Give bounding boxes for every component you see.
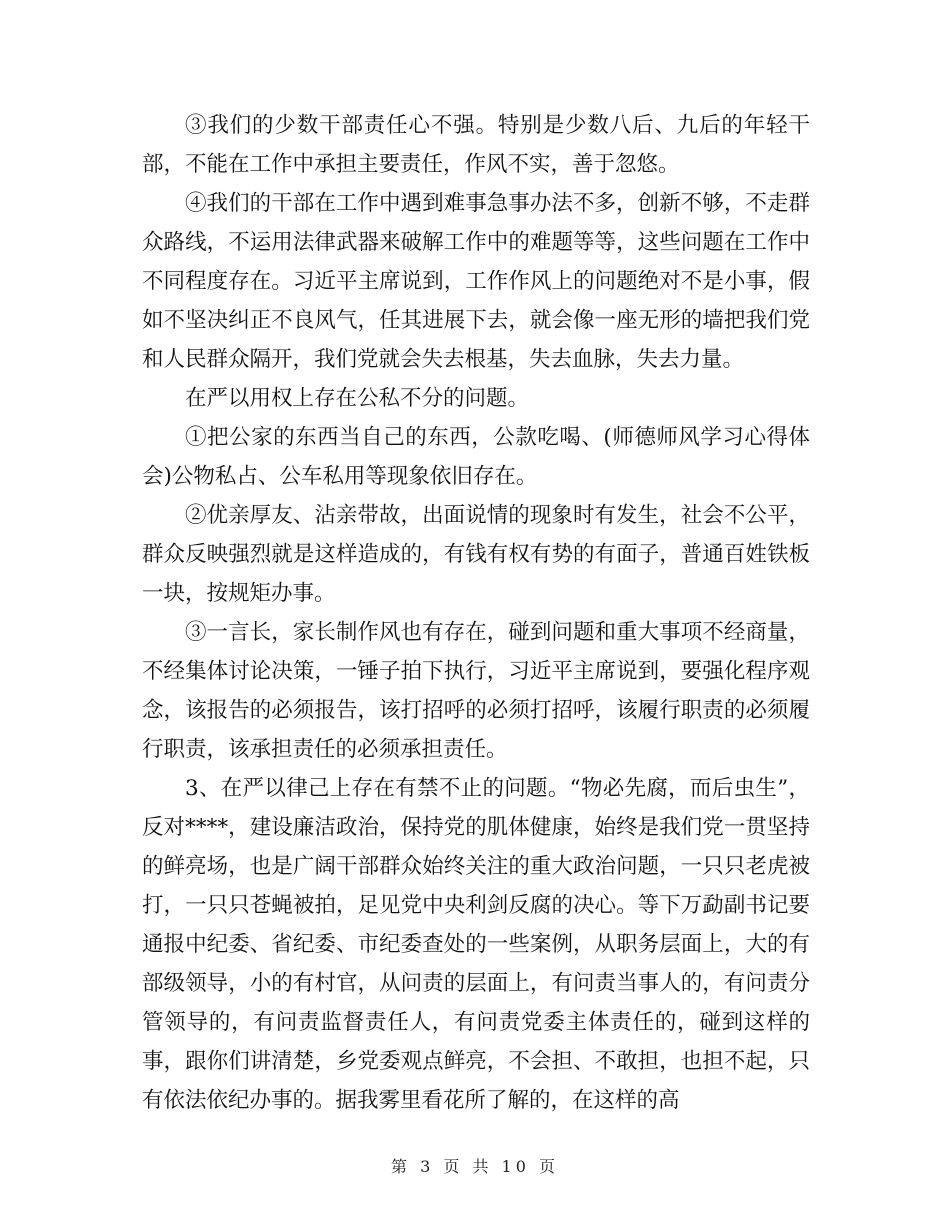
paragraph: 3、在严以律己上存在有禁不止的问题。“物必先腐，而后虫生”，反对****，建设廉洁政治，保持党的肌体健康，始终是我们党一贯坚持的鲜亮场，也是广阔干部群众始终关注的重大政治问题，一只只老虎被打，一只只苍蝇被拍，足见党中央利剑反腐的决心。等下万勐副书记要通报中纪委、省纪委、市纪委查处的一些案例，从职务层面上，大的有部级领导，小的有村官，从问责的层面上，有问责当事人的，有问责分管领导的，有问责监督责任人，有问责党委主体责任的，碰到这样的事，跟你们讲清楚，乡党委观点鲜亮，不会担、不敢担，也担不起，只有依法依纪办事的。据我雾里看花所了解的，在这样的高 xyxy=(142,776,810,1113)
paragraph: 在严以用权上存在公私不分的问题。 xyxy=(185,386,530,411)
paragraph: ①把公家的东西当自己的东西，公款吃喝、(师德师风学习心得体会)公物私占、公车私用等现象依旧存在。 xyxy=(142,425,810,489)
page-footer: 第 3 页 共 10 页 xyxy=(391,1157,559,1176)
paragraph: ③一言长，家长制作风也有存在，碰到问题和重大事项不经商量，不经集体讨论决策，一锤子拍下执行，习近平主席说到，要强化程序观念，该报告的必须报告，该打招呼的必须打招呼，该履行职责的必须履行职责，该承担责任的必须承担责任。 xyxy=(142,620,810,762)
document-body xyxy=(142,106,810,1120)
paragraph: ②优亲厚友、沾亲带故，出面说情的现象时有发生，社会不公平，群众反映强烈就是这样造成的，有钱有权有势的有面子，普通百姓铁板一块，按规矩办事。 xyxy=(142,503,810,606)
paragraph: ④我们的干部在工作中遇到难事急事办法不多，创新不够，不走群众路线，不运用法律武器来破解工作中的难题等等，这些问题在工作中不同程度存在。习近平主席说到，工作作风上的问题绝对不是小事，假如不坚决纠正不良风气，任其进展下去，就会像一座无形的墙把我们党和人民群众隔开，我们党就会失去根基，失去血脉，失去力量。 xyxy=(142,191,810,372)
paragraph: ③我们的少数干部责任心不强。特别是少数八后、九后的年轻干部，不能在工作中承担主要责任，作风不实，善于忽悠。 xyxy=(142,113,810,177)
